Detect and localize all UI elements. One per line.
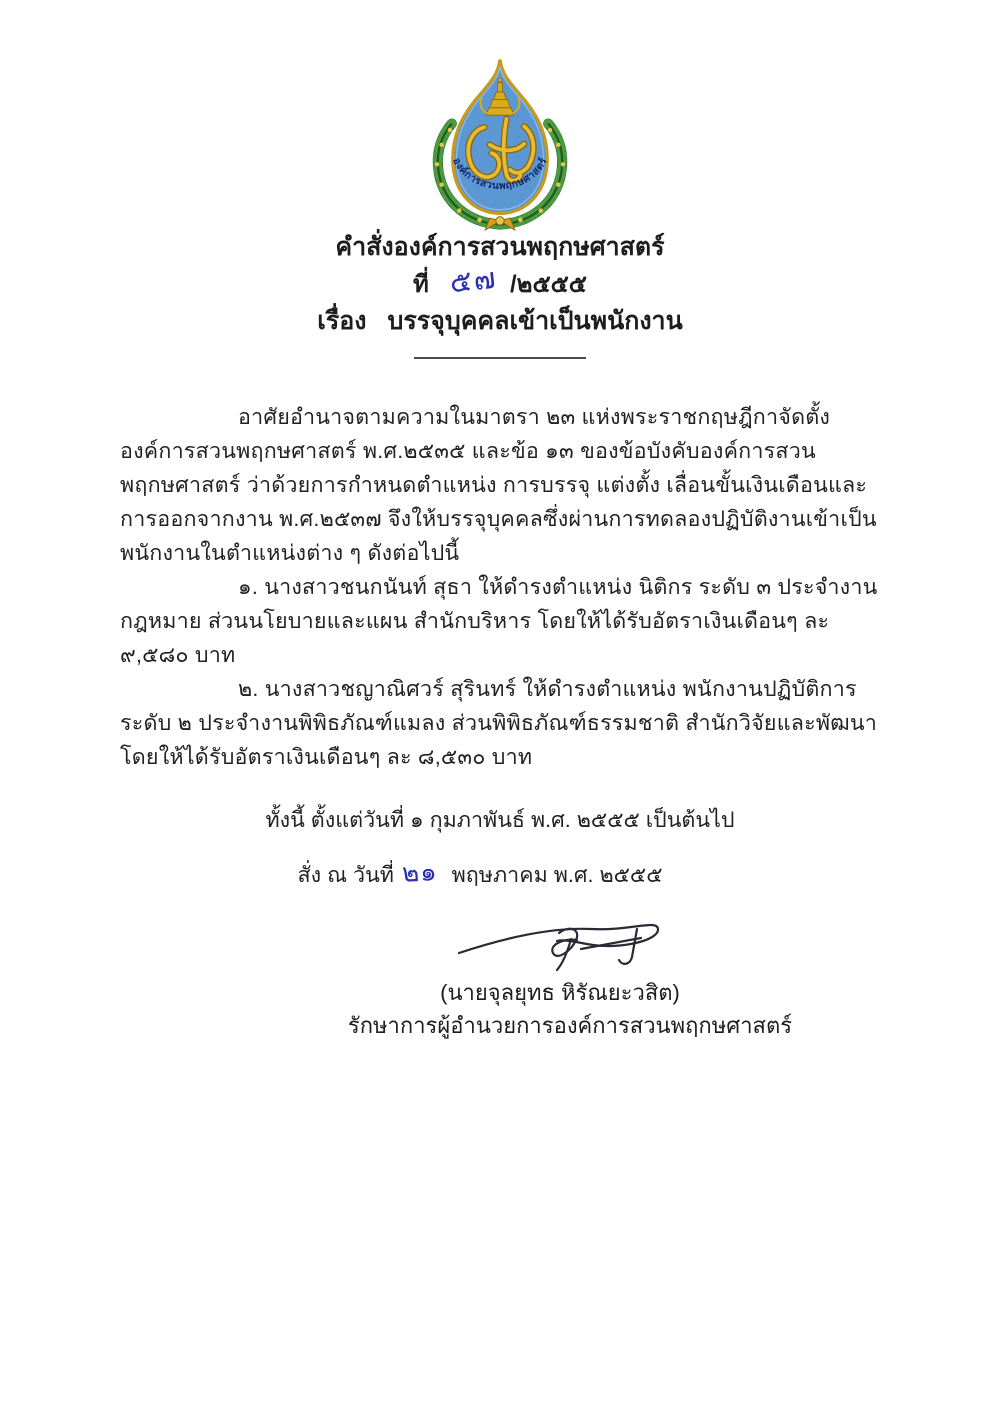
order-number-year: /๒๕๕๕ [509, 271, 587, 298]
effective-date-line: ทั้งนี้ ตั้งแต่วันที่ ๑ กุมภาพันธ์ พ.ศ. ๒๕๕๕ เป็นต้นไป [265, 808, 735, 832]
order-number-handwritten: ๕๗ [447, 262, 499, 300]
signer-position: รักษาการผู้อำนวยการองค์การสวนพฤกษศาสตร์ [347, 1013, 793, 1038]
order-title: คำสั่งองค์การสวนพฤกษศาสตร์ [335, 233, 665, 261]
signer-name: (นายจุลยุทธ หิรัณยะวสิต) [440, 980, 680, 1005]
appointment-item-1: ๑. นางสาวชนกนันท์ สุธา ให้ดำรงตำแหน่ง นิติกร ระดับ ๓ ประจำงานกฎหมาย ส่วนนโยบายและแผน สำนักบริหาร โดยให้ได้รับอัตราเงินเดือนๆ ละ ๙,๕๘๐ บาท [120, 575, 878, 667]
preamble-paragraph: อาศัยอำนาจตามความในมาตรา ๒๓ แห่งพระราชกฤษฎีกาจัดตั้งองค์การสวนพฤกษศาสตร์ พ.ศ.๒๕๓๕ และข้อ ๑๓ ของข้อบังคับองค์การสวนพฤกษศาสตร์ ว่าด้วยการกำหนดตำแหน่ง การบรรจุ แต่งตั้ง เลื่อนขั้นเงินเดือนและการออกจากงาน พ.ศ.๒๕๓๗ จึงให้บรรจุบุคคลซึ่งผ่านการทดลองปฏิบัติงานเข้าเป็นพนักงานในตำแหน่งต่าง ๆ ดังต่อไปนี้ [120, 405, 877, 565]
subject-line [0, 306, 1000, 336]
subject-text: บรรจุบุคคลเข้าเป็นพนักงาน [387, 307, 683, 335]
signature-ink [455, 905, 665, 977]
seal-org-name: องค์การสวนพฤกษศาสตร์ [450, 156, 550, 192]
subject-label: เรื่อง [317, 307, 367, 335]
issued-day-handwritten: ๒๑ [401, 856, 439, 888]
issued-prefix: สั่ง ณ วันที่ [297, 863, 394, 887]
issued-suffix: พฤษภาคม พ.ศ. ๒๕๕๕ [451, 863, 663, 887]
order-body [120, 400, 878, 774]
header-divider [414, 357, 586, 359]
issued-date-line [0, 857, 980, 891]
order-number-line [0, 262, 1000, 303]
appointment-item-2: ๒. นางสาวชญาณิศวร์ สุรินทร์ ให้ดำรงตำแหน่ง พนักงานปฏิบัติการ ระดับ ๒ ประจำงานพิพิธภัณฑ์แมลง ส่วนพิพิธภัณฑ์ธรรมชาติ สำนักวิจัยและพัฒนา โดยให้ได้รับอัตราเงินเดือนๆ ละ ๘,๕๓๐ บาท [120, 677, 878, 769]
order-number-label: ที่ [413, 271, 429, 298]
org-seal-logo [420, 55, 580, 231]
